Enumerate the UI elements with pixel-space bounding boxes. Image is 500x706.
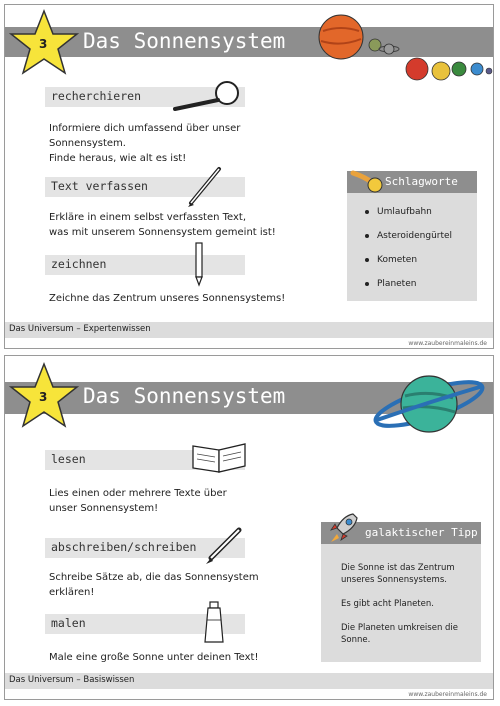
text-line: was mit unserem Sonnensystem gemeint ist! <box>49 227 276 238</box>
footer-text: Das Universum – Basiswissen <box>9 675 135 685</box>
footer-text: Das Universum – Expertenwissen <box>9 324 151 334</box>
paint-tube-icon <box>201 600 227 646</box>
tip-panel-title: galaktischer Tipp <box>365 526 478 539</box>
task-text <box>49 210 276 240</box>
task-text <box>49 650 258 665</box>
task-label: lesen <box>51 452 86 466</box>
text-line: Lies einen oder mehrere Texte über <box>49 488 227 499</box>
tip-item: Die Planeten umkreisen die Sonne. <box>341 623 459 645</box>
text-line: unser Sonnensystem! <box>49 503 159 514</box>
rocket-icon <box>323 508 363 548</box>
page-title: Das Sonnensystem <box>83 29 286 53</box>
task-text <box>49 291 285 306</box>
tip-item: Es gibt acht Planeten. <box>341 599 434 609</box>
task-text <box>49 486 227 516</box>
task-label: recherchieren <box>51 89 142 103</box>
task-text <box>49 570 259 600</box>
text-line: Male eine große Sonne unter deinen Text! <box>49 652 259 663</box>
card-basiswissen <box>4 355 494 700</box>
task-label: abschreiben/schreiben <box>51 540 197 554</box>
footer-bar <box>5 673 493 689</box>
footer-url: www.zaubereinmaleins.de <box>408 340 487 347</box>
text-line: Informiere dich umfassend über unser <box>49 123 241 134</box>
planets-icon <box>317 11 495 85</box>
keyword-item: Asteroidengürtel <box>365 231 452 241</box>
footer-url: www.zaubereinmaleins.de <box>408 691 487 698</box>
keyword-panel-title: Schlagworte <box>385 175 458 188</box>
card-expertenwissen <box>4 4 494 349</box>
keyword-item: Kometen <box>365 255 417 265</box>
pen-icon <box>185 165 225 209</box>
task-text <box>49 121 240 166</box>
keyword-item: Umlaufbahn <box>365 207 432 217</box>
footer-bar <box>5 322 493 338</box>
text-line: Erkläre in einem selbst verfassten Text, <box>49 212 247 223</box>
task-label: zeichnen <box>51 257 107 271</box>
tip-item: Die Sonne ist das Zentrum unseres Sonnensystems. <box>341 563 455 585</box>
text-line: Schreibe Sätze ab, die das Sonnensystem <box>49 572 259 583</box>
task-label: Text verfassen <box>51 179 148 193</box>
page-title: Das Sonnensystem <box>83 384 286 408</box>
pencil-icon <box>191 241 207 287</box>
magnifier-icon <box>169 79 249 113</box>
text-line: Finde heraus, wie alt es ist! <box>49 153 187 164</box>
text-line: erklären! <box>49 587 95 598</box>
task-label: malen <box>51 616 86 630</box>
keyword-item: Planeten <box>365 279 416 289</box>
text-line: Zeichne das Zentrum unseres Sonnensystems! <box>49 293 286 304</box>
fountain-pen-icon <box>203 526 243 566</box>
task-number: 3 <box>39 37 48 51</box>
book-icon <box>189 440 249 474</box>
text-line: Sonnensystem. <box>49 138 126 149</box>
saturn-icon <box>371 362 489 446</box>
comet-icon <box>349 167 385 195</box>
task-label-bar <box>45 255 245 275</box>
task-number: 3 <box>39 390 48 404</box>
